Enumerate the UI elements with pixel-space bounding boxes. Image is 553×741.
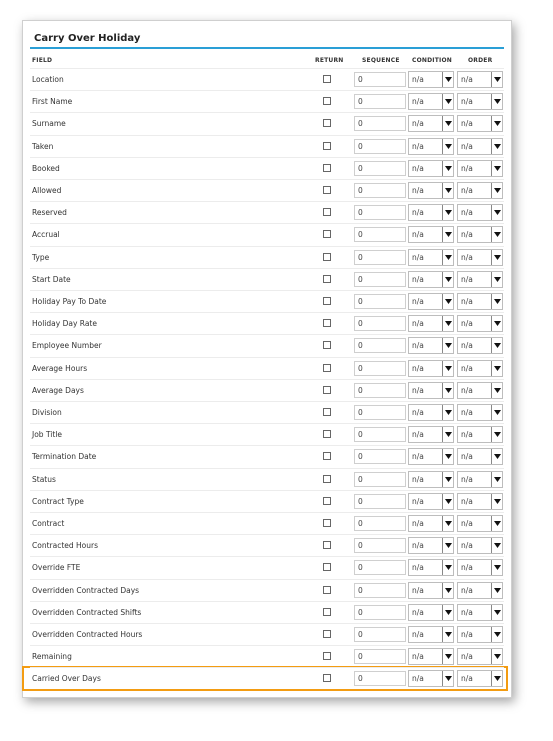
table-row xyxy=(30,645,504,667)
order-value: n/a xyxy=(461,474,473,484)
sequence-input[interactable]: 0 xyxy=(354,560,406,575)
condition-value: n/a xyxy=(412,630,424,639)
table-row xyxy=(30,601,504,623)
chevron-down-icon[interactable] xyxy=(491,405,502,420)
table-row xyxy=(30,312,504,334)
condition-select[interactable] xyxy=(408,115,454,132)
chevron-down-icon[interactable] xyxy=(442,316,453,331)
field-label: Termination Date xyxy=(32,452,97,462)
condition-value: n/a xyxy=(412,452,424,462)
order-value: n/a xyxy=(461,341,473,351)
field-label: First Name xyxy=(32,97,73,107)
field-label: Contract xyxy=(32,519,65,528)
table-row xyxy=(30,112,504,134)
chevron-down-icon[interactable] xyxy=(491,427,502,442)
order-select[interactable] xyxy=(457,204,503,221)
condition-value: n/a xyxy=(412,274,424,284)
return-checkbox[interactable] xyxy=(323,430,331,438)
condition-value: n/a xyxy=(412,496,424,506)
condition-select[interactable] xyxy=(408,426,454,443)
table-row xyxy=(30,379,504,401)
table-row xyxy=(30,90,504,112)
table-row xyxy=(30,667,504,689)
field-label: Reserved xyxy=(32,208,67,218)
condition-value: n/a xyxy=(412,75,424,84)
order-value: n/a xyxy=(461,408,473,417)
sequence-input[interactable]: 0 xyxy=(354,94,406,109)
chevron-down-icon[interactable] xyxy=(491,449,502,464)
condition-select[interactable] xyxy=(408,448,454,465)
field-label: Type xyxy=(32,252,50,262)
order-select[interactable] xyxy=(457,115,503,132)
field-label: Accrual xyxy=(32,230,60,240)
table-row xyxy=(30,490,504,512)
condition-select[interactable] xyxy=(408,71,454,88)
order-value: n/a xyxy=(461,563,473,573)
field-label: Taken xyxy=(32,141,54,151)
condition-select[interactable] xyxy=(408,582,454,599)
header-field: FIELD xyxy=(32,57,53,64)
panel-title: Carry Over Holiday xyxy=(30,29,504,49)
condition-select[interactable] xyxy=(408,537,454,554)
chevron-down-icon[interactable] xyxy=(491,627,502,642)
chevron-down-icon[interactable] xyxy=(491,316,502,331)
chevron-down-icon[interactable] xyxy=(442,671,453,686)
condition-select[interactable] xyxy=(408,337,454,354)
sequence-input[interactable]: 0 xyxy=(354,649,406,664)
chevron-down-icon[interactable] xyxy=(491,649,502,664)
chevron-down-icon[interactable] xyxy=(442,250,453,265)
return-checkbox[interactable] xyxy=(323,674,331,682)
order-value: n/a xyxy=(461,452,473,462)
field-label: Overridden Contracted Days xyxy=(32,585,140,595)
condition-select[interactable] xyxy=(408,293,454,310)
condition-select[interactable] xyxy=(408,604,454,621)
chevron-down-icon[interactable] xyxy=(442,427,453,442)
return-checkbox[interactable] xyxy=(323,97,331,105)
sequence-input[interactable]: 0 xyxy=(354,494,406,509)
order-value: n/a xyxy=(461,652,473,662)
chevron-down-icon[interactable] xyxy=(442,94,453,109)
chevron-down-icon[interactable] xyxy=(491,161,502,176)
return-checkbox[interactable] xyxy=(323,652,331,660)
return-checkbox[interactable] xyxy=(323,386,331,394)
order-value: n/a xyxy=(461,119,473,129)
chevron-down-icon[interactable] xyxy=(491,383,502,398)
field-label: Status xyxy=(32,474,56,484)
condition-value: n/a xyxy=(412,208,424,218)
condition-value: n/a xyxy=(412,385,424,395)
return-checkbox[interactable] xyxy=(323,297,331,305)
chevron-down-icon[interactable] xyxy=(442,294,453,309)
field-label: Contract Type xyxy=(32,496,84,506)
chevron-down-icon[interactable] xyxy=(491,183,502,198)
order-value: n/a xyxy=(461,297,473,306)
return-checkbox[interactable] xyxy=(323,452,331,460)
order-select[interactable] xyxy=(457,337,503,354)
condition-select[interactable] xyxy=(408,138,454,155)
chevron-down-icon[interactable] xyxy=(491,294,502,309)
condition-select[interactable] xyxy=(408,559,454,576)
order-value: n/a xyxy=(461,230,473,240)
table-row xyxy=(30,423,504,445)
chevron-down-icon[interactable] xyxy=(442,72,453,87)
field-label: Remaining xyxy=(32,652,72,662)
condition-value: n/a xyxy=(412,341,424,351)
table-row xyxy=(30,579,504,601)
condition-select[interactable] xyxy=(408,648,454,665)
field-label: Average Days xyxy=(32,385,84,395)
sequence-input[interactable]: 0 xyxy=(354,272,406,287)
condition-select[interactable] xyxy=(408,670,454,687)
order-select[interactable] xyxy=(457,293,503,310)
chevron-down-icon[interactable] xyxy=(491,538,502,553)
sequence-input[interactable]: 0 xyxy=(354,161,406,176)
sequence-input[interactable]: 0 xyxy=(354,72,406,87)
chevron-down-icon[interactable] xyxy=(442,338,453,353)
chevron-down-icon[interactable] xyxy=(442,116,453,131)
sequence-input[interactable]: 0 xyxy=(354,516,406,531)
chevron-down-icon[interactable] xyxy=(442,494,453,509)
condition-value: n/a xyxy=(412,674,424,684)
table-row xyxy=(30,468,504,490)
sequence-input[interactable]: 0 xyxy=(354,205,406,220)
condition-value: n/a xyxy=(412,652,424,662)
chevron-down-icon[interactable] xyxy=(491,272,502,287)
sequence-input[interactable]: 0 xyxy=(354,405,406,420)
sequence-input[interactable]: 0 xyxy=(354,183,406,198)
field-label: Holiday Day Rate xyxy=(32,319,97,329)
condition-value: n/a xyxy=(412,230,424,240)
condition-select[interactable] xyxy=(408,382,454,399)
sequence-input[interactable]: 0 xyxy=(354,538,406,553)
table-row xyxy=(30,534,504,556)
chevron-down-icon[interactable] xyxy=(491,116,502,131)
order-value: n/a xyxy=(461,519,473,528)
field-label: Overridden Contracted Shifts xyxy=(32,607,142,617)
sequence-input[interactable]: 0 xyxy=(354,427,406,442)
field-label: Contracted Hours xyxy=(32,541,98,551)
order-select[interactable] xyxy=(457,471,503,488)
order-select[interactable] xyxy=(457,138,503,155)
chevron-down-icon[interactable] xyxy=(491,472,502,487)
condition-select[interactable] xyxy=(408,315,454,332)
condition-select[interactable] xyxy=(408,515,454,532)
order-select[interactable] xyxy=(457,271,503,288)
field-label: Allowed xyxy=(32,186,62,195)
condition-select[interactable] xyxy=(408,493,454,510)
order-select[interactable] xyxy=(457,93,503,110)
order-select[interactable] xyxy=(457,382,503,399)
condition-value: n/a xyxy=(412,474,424,484)
order-value: n/a xyxy=(461,252,473,262)
field-label: Location xyxy=(32,75,64,84)
table-row xyxy=(30,157,504,179)
condition-value: n/a xyxy=(412,430,424,440)
order-value: n/a xyxy=(461,141,473,151)
chevron-down-icon[interactable] xyxy=(442,605,453,620)
return-checkbox[interactable] xyxy=(323,563,331,571)
chevron-down-icon[interactable] xyxy=(491,516,502,531)
condition-value: n/a xyxy=(412,585,424,595)
order-value: n/a xyxy=(461,163,473,173)
table-row xyxy=(30,268,504,290)
table-row xyxy=(30,179,504,201)
sequence-input[interactable]: 0 xyxy=(354,671,406,686)
order-select[interactable] xyxy=(457,360,503,377)
field-label: Overridden Contracted Hours xyxy=(32,630,143,639)
table-row xyxy=(30,556,504,578)
order-value: n/a xyxy=(461,541,473,551)
return-checkbox[interactable] xyxy=(323,630,331,638)
return-checkbox[interactable] xyxy=(323,164,331,172)
sequence-input[interactable]: 0 xyxy=(354,449,406,464)
order-select[interactable] xyxy=(457,71,503,88)
order-select[interactable] xyxy=(457,160,503,177)
chevron-down-icon[interactable] xyxy=(491,205,502,220)
sequence-input[interactable]: 0 xyxy=(354,583,406,598)
sequence-input[interactable]: 0 xyxy=(354,361,406,376)
chevron-down-icon[interactable] xyxy=(442,161,453,176)
order-select[interactable] xyxy=(457,604,503,621)
order-select[interactable] xyxy=(457,404,503,421)
table-header xyxy=(30,54,504,68)
return-checkbox[interactable] xyxy=(323,475,331,483)
table-row xyxy=(30,334,504,356)
condition-value: n/a xyxy=(412,141,424,151)
table-row xyxy=(30,512,504,534)
return-checkbox[interactable] xyxy=(323,608,331,616)
return-checkbox[interactable] xyxy=(323,186,331,194)
condition-select[interactable] xyxy=(408,626,454,643)
condition-select[interactable] xyxy=(408,226,454,243)
order-select[interactable] xyxy=(457,582,503,599)
table-row xyxy=(30,68,504,90)
order-value: n/a xyxy=(461,674,473,684)
sequence-input[interactable]: 0 xyxy=(354,338,406,353)
chevron-down-icon[interactable] xyxy=(442,649,453,664)
order-select[interactable] xyxy=(457,559,503,576)
chevron-down-icon[interactable] xyxy=(491,250,502,265)
condition-value: n/a xyxy=(412,563,424,573)
chevron-down-icon[interactable] xyxy=(442,361,453,376)
table-row xyxy=(30,201,504,223)
chevron-down-icon[interactable] xyxy=(491,671,502,686)
condition-select[interactable] xyxy=(408,249,454,266)
header-return: RETURN xyxy=(315,57,344,64)
return-checkbox[interactable] xyxy=(323,119,331,127)
header-sequence: SEQUENCE xyxy=(362,57,400,64)
condition-select[interactable] xyxy=(408,160,454,177)
order-select[interactable] xyxy=(457,315,503,332)
order-value: n/a xyxy=(461,186,473,195)
sequence-input[interactable]: 0 xyxy=(354,472,406,487)
condition-value: n/a xyxy=(412,319,424,329)
condition-value: n/a xyxy=(412,297,424,306)
field-label: Surname xyxy=(32,119,66,129)
order-select[interactable] xyxy=(457,626,503,643)
condition-value: n/a xyxy=(412,541,424,551)
return-checkbox[interactable] xyxy=(323,341,331,349)
sequence-input[interactable]: 0 xyxy=(354,627,406,642)
chevron-down-icon[interactable] xyxy=(442,560,453,575)
field-label: Employee Number xyxy=(32,341,102,351)
chevron-down-icon[interactable] xyxy=(442,183,453,198)
order-select[interactable] xyxy=(457,648,503,665)
condition-select[interactable] xyxy=(408,404,454,421)
table-row xyxy=(30,223,504,245)
condition-value: n/a xyxy=(412,607,424,617)
table-row xyxy=(30,401,504,423)
return-checkbox[interactable] xyxy=(323,75,331,83)
chevron-down-icon[interactable] xyxy=(442,383,453,398)
chevron-down-icon[interactable] xyxy=(442,583,453,598)
table-row xyxy=(30,623,504,645)
field-label: Average Hours xyxy=(32,363,88,373)
condition-select[interactable] xyxy=(408,182,454,199)
chevron-down-icon[interactable] xyxy=(491,583,502,598)
chevron-down-icon[interactable] xyxy=(491,94,502,109)
condition-value: n/a xyxy=(412,163,424,173)
field-label: Carried Over Days xyxy=(32,674,101,684)
order-value: n/a xyxy=(461,97,473,107)
return-checkbox[interactable] xyxy=(323,208,331,216)
condition-value: n/a xyxy=(412,519,424,528)
table-row xyxy=(30,290,504,312)
condition-value: n/a xyxy=(412,97,424,107)
order-value: n/a xyxy=(461,585,473,595)
order-value: n/a xyxy=(461,607,473,617)
chevron-down-icon[interactable] xyxy=(491,72,502,87)
condition-value: n/a xyxy=(412,408,424,417)
header-condition: CONDITION xyxy=(412,57,452,64)
condition-select[interactable] xyxy=(408,271,454,288)
sequence-input[interactable]: 0 xyxy=(354,227,406,242)
return-checkbox[interactable] xyxy=(323,408,331,416)
chevron-down-icon[interactable] xyxy=(442,139,453,154)
chevron-down-icon[interactable] xyxy=(442,516,453,531)
chevron-down-icon[interactable] xyxy=(442,272,453,287)
sequence-input[interactable]: 0 xyxy=(354,116,406,131)
return-checkbox[interactable] xyxy=(323,275,331,283)
order-value: n/a xyxy=(461,274,473,284)
chevron-down-icon[interactable] xyxy=(442,405,453,420)
condition-value: n/a xyxy=(412,119,424,129)
order-value: n/a xyxy=(461,385,473,395)
condition-select[interactable] xyxy=(408,204,454,221)
field-label: Start Date xyxy=(32,274,71,284)
order-value: n/a xyxy=(461,319,473,329)
table-row xyxy=(30,445,504,467)
condition-select[interactable] xyxy=(408,93,454,110)
order-select[interactable] xyxy=(457,670,503,687)
sequence-input[interactable]: 0 xyxy=(354,383,406,398)
chevron-down-icon[interactable] xyxy=(442,227,453,242)
chevron-down-icon[interactable] xyxy=(491,361,502,376)
sequence-input[interactable]: 0 xyxy=(354,605,406,620)
order-select[interactable] xyxy=(457,493,503,510)
return-checkbox[interactable] xyxy=(323,364,331,372)
condition-value: n/a xyxy=(412,186,424,195)
sequence-input[interactable]: 0 xyxy=(354,316,406,331)
chevron-down-icon[interactable] xyxy=(491,227,502,242)
condition-select[interactable] xyxy=(408,360,454,377)
table-row xyxy=(30,135,504,157)
condition-select[interactable] xyxy=(408,471,454,488)
table-row xyxy=(30,357,504,379)
condition-value: n/a xyxy=(412,252,424,262)
order-select[interactable] xyxy=(457,182,503,199)
field-label: Booked xyxy=(32,163,60,173)
return-checkbox[interactable] xyxy=(323,497,331,505)
sequence-input[interactable]: 0 xyxy=(354,250,406,265)
order-select[interactable] xyxy=(457,537,503,554)
chevron-down-icon[interactable] xyxy=(491,560,502,575)
order-value: n/a xyxy=(461,363,473,373)
field-label: Division xyxy=(32,408,62,417)
order-value: n/a xyxy=(461,630,473,639)
return-checkbox[interactable] xyxy=(323,586,331,594)
order-value: n/a xyxy=(461,208,473,218)
return-checkbox[interactable] xyxy=(323,319,331,327)
sequence-input[interactable]: 0 xyxy=(354,139,406,154)
chevron-down-icon[interactable] xyxy=(491,605,502,620)
return-checkbox[interactable] xyxy=(323,253,331,261)
chevron-down-icon[interactable] xyxy=(442,205,453,220)
sequence-input[interactable]: 0 xyxy=(354,294,406,309)
chevron-down-icon[interactable] xyxy=(442,538,453,553)
chevron-down-icon[interactable] xyxy=(491,494,502,509)
field-label: Job Title xyxy=(32,430,63,440)
order-select[interactable] xyxy=(457,448,503,465)
chevron-down-icon[interactable] xyxy=(442,449,453,464)
chevron-down-icon[interactable] xyxy=(491,338,502,353)
order-select[interactable] xyxy=(457,515,503,532)
order-value: n/a xyxy=(461,430,473,440)
order-select[interactable] xyxy=(457,226,503,243)
return-checkbox[interactable] xyxy=(323,519,331,527)
field-label: Holiday Pay To Date xyxy=(32,297,107,306)
return-checkbox[interactable] xyxy=(323,142,331,150)
field-label: Override FTE xyxy=(32,563,81,573)
condition-value: n/a xyxy=(412,363,424,373)
chevron-down-icon[interactable] xyxy=(442,472,453,487)
return-checkbox[interactable] xyxy=(323,230,331,238)
carry-over-holiday-panel xyxy=(22,20,512,698)
chevron-down-icon[interactable] xyxy=(491,139,502,154)
chevron-down-icon[interactable] xyxy=(442,627,453,642)
order-select[interactable] xyxy=(457,426,503,443)
order-value: n/a xyxy=(461,496,473,506)
table-row xyxy=(30,246,504,268)
header-order: ORDER xyxy=(468,57,493,64)
order-value: n/a xyxy=(461,75,473,84)
return-checkbox[interactable] xyxy=(323,541,331,549)
order-select[interactable] xyxy=(457,249,503,266)
